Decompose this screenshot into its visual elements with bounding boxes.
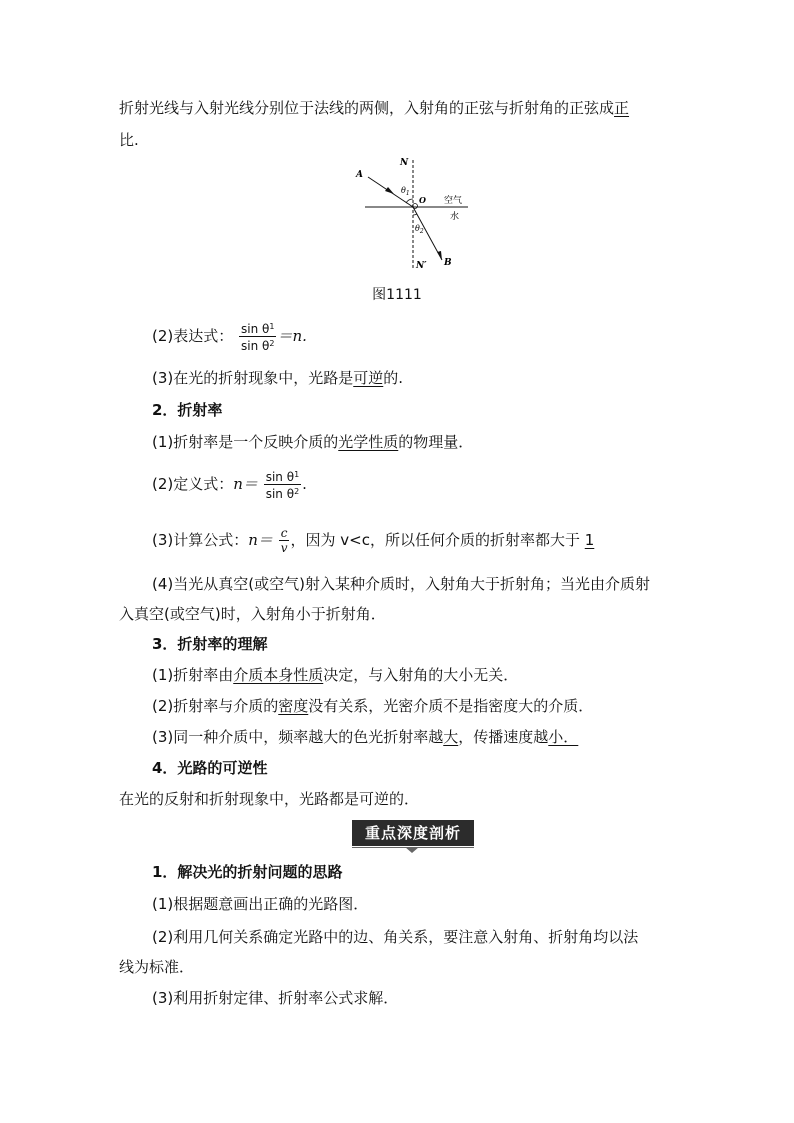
label-A: A	[356, 170, 363, 180]
underlined-one: 1	[584, 531, 595, 549]
section-banner: 重点深度剖析	[352, 820, 474, 846]
underlined-density: 密度	[278, 697, 309, 715]
underlined-small: 小．	[548, 728, 579, 746]
label-theta2: $\theta_2$	[415, 224, 424, 235]
approach-step-2-line-1: (2)利用几何关系确定光路中的边、角关系，要注意入射角、折射角均以法	[152, 928, 639, 946]
intro-line-1	[119, 98, 629, 118]
definition-line: (2)定义式：n＝ $\frac{\sin \theta^1}{\sin \theta^2}$ .	[152, 470, 307, 501]
intro-underlined-word: 正	[614, 99, 630, 117]
refractive-item-4-line-2: 入真空(或空气)时，入射角小于折射角．	[119, 605, 386, 623]
label-N-prime: N′	[416, 261, 427, 271]
heading-refractive-index: 2．折射率	[152, 401, 223, 419]
banner-arrow-icon	[405, 847, 419, 853]
underlined-medium-property: 介质本身性质	[233, 666, 324, 684]
label-N: N	[400, 158, 409, 168]
intro-text: 折射光线与入射光线分别位于法线的两侧，入射角的正弦与折射角的正弦成	[119, 99, 615, 117]
underlined-large: 大	[443, 728, 459, 746]
expression-fraction: $\frac{\sin \theta^1}{\sin \theta^2}$	[241, 322, 275, 353]
label-water: 水	[450, 212, 460, 222]
approach-step-1: (1)根据题意画出正确的光路图．	[152, 895, 369, 913]
refractive-item-4-line-1: (4)当光从真空(或空气)射入某种介质时，入射角大于折射角；当光由介质射	[152, 575, 650, 593]
heading-solving-approach: 1．解决光的折射问题的思路	[152, 863, 343, 881]
underlined-reversible: 可逆	[353, 369, 384, 387]
refractive-item-1: (1)折射率是一个反映介质的光学性质的物理量．	[152, 433, 474, 451]
formula-label: (3)计算公式：	[152, 531, 249, 549]
approach-step-3: (3)利用折射定律、折射率公式求解．	[152, 989, 399, 1007]
definition-fraction: $\frac{\sin \theta^1}{\sin \theta^2}$	[265, 470, 300, 501]
formula-line: (3)计算公式：n＝ $\frac{c}{v}$ ，因为 v<c，所以任何介质的折射率都大于 1	[152, 526, 595, 555]
understanding-item-3: (3)同一种介质中，频率越大的色光折射率越大，传播速度越小．	[152, 728, 579, 746]
label-B: B	[444, 258, 452, 268]
refraction-diagram	[350, 152, 480, 274]
heading-reversibility: 4．光路的可逆性	[152, 759, 268, 777]
underlined-optical-property: 光学性质	[338, 433, 399, 451]
understanding-item-1: (1)折射率由介质本身性质决定，与入射角的大小无关．	[152, 666, 519, 684]
expression-line	[152, 318, 307, 354]
intro-line-2: 比.	[119, 131, 139, 149]
label-theta1: $\theta_1$	[401, 186, 410, 197]
reversible-line: (3)在光的折射现象中，光路是可逆的.	[152, 369, 404, 387]
expression-result: ＝n.	[277, 327, 307, 345]
approach-step-2-line-2: 线为标准．	[119, 958, 195, 976]
reversibility-text: 在光的反射和折射现象中，光路都是可逆的．	[119, 790, 420, 808]
label-air: 空气	[444, 196, 463, 206]
formula-fraction: $\frac{c}{v}$	[280, 526, 288, 555]
definition-label: (2)定义式：	[152, 475, 234, 493]
label-O: O	[419, 195, 426, 205]
understanding-item-2: (2)折射率与介质的密度没有关系，光密介质不是指密度大的介质．	[152, 697, 594, 715]
figure-caption: 图1111	[372, 287, 422, 303]
heading-understanding: 3．折射率的理解	[152, 635, 268, 653]
expression-label: (2)表达式：	[152, 327, 234, 345]
